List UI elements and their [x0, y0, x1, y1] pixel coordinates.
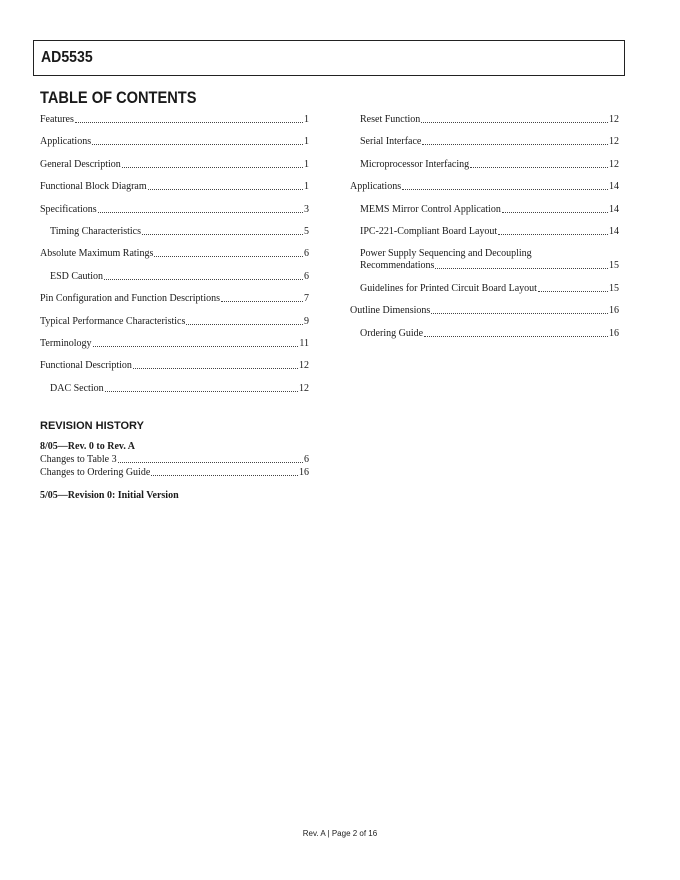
- revision-change[interactable]: Changes to Ordering Guide 16: [40, 467, 309, 478]
- part-number: AD5535: [41, 49, 93, 66]
- toc-entry[interactable]: ESD Caution 6: [50, 270, 309, 282]
- toc-entry[interactable]: Terminology 11: [40, 337, 309, 349]
- toc-entry[interactable]: Timing Characteristics 5: [50, 225, 309, 237]
- toc-entry[interactable]: Applications 1: [40, 136, 309, 148]
- toc-entry[interactable]: Typical Performance Characteristics 9: [40, 315, 309, 327]
- toc-entry[interactable]: Microprocessor Interfacing 12: [360, 158, 619, 170]
- toc-entry[interactable]: Guidelines for Printed Circuit Board Layout 15: [360, 282, 619, 294]
- toc-title: TABLE OF CONTENTS: [40, 88, 197, 107]
- toc-entry[interactable]: MEMS Mirror Control Application 14: [360, 203, 619, 215]
- toc-entry[interactable]: IPC-221-Compliant Board Layout 14: [360, 225, 619, 237]
- toc-entry[interactable]: Reset Function 12: [360, 114, 619, 125]
- toc-entry[interactable]: Functional Block Diagram 1: [40, 181, 309, 193]
- header-box: [33, 40, 625, 76]
- revision-history-title: REVISION HISTORY: [40, 420, 144, 432]
- toc-entry[interactable]: Absolute Maximum Ratings 6: [40, 248, 309, 260]
- toc-entry[interactable]: Features 1: [40, 114, 309, 125]
- revision-block: [40, 441, 309, 479]
- toc-entry[interactable]: Pin Configuration and Function Descriptions 7: [40, 293, 309, 305]
- toc-entry[interactable]: Specifications 3: [40, 203, 309, 215]
- toc-entry[interactable]: Power Supply Sequencing and Decoupling Recommendations 15: [360, 248, 619, 272]
- toc-entry[interactable]: Outline Dimensions 16: [350, 305, 619, 317]
- revision-heading: 5/05—Revision 0: Initial Version: [40, 490, 179, 501]
- revision-block: [40, 490, 309, 502]
- revision-heading: 8/05—Rev. 0 to Rev. A: [40, 441, 135, 452]
- toc-entry[interactable]: Ordering Guide 16: [360, 327, 619, 339]
- toc-right-column: [350, 114, 619, 350]
- toc-entry[interactable]: Serial Interface 12: [360, 136, 619, 148]
- toc-left-column: [40, 114, 309, 405]
- toc-entry[interactable]: DAC Section 12: [50, 382, 309, 394]
- toc-entry[interactable]: Applications 14: [350, 181, 619, 193]
- page-footer: Rev. A | Page 2 of 16: [302, 829, 378, 838]
- toc-entry[interactable]: General Description 1: [40, 158, 309, 170]
- toc-entry[interactable]: Functional Description 12: [40, 360, 309, 372]
- revision-change[interactable]: Changes to Table 3 6: [40, 454, 309, 465]
